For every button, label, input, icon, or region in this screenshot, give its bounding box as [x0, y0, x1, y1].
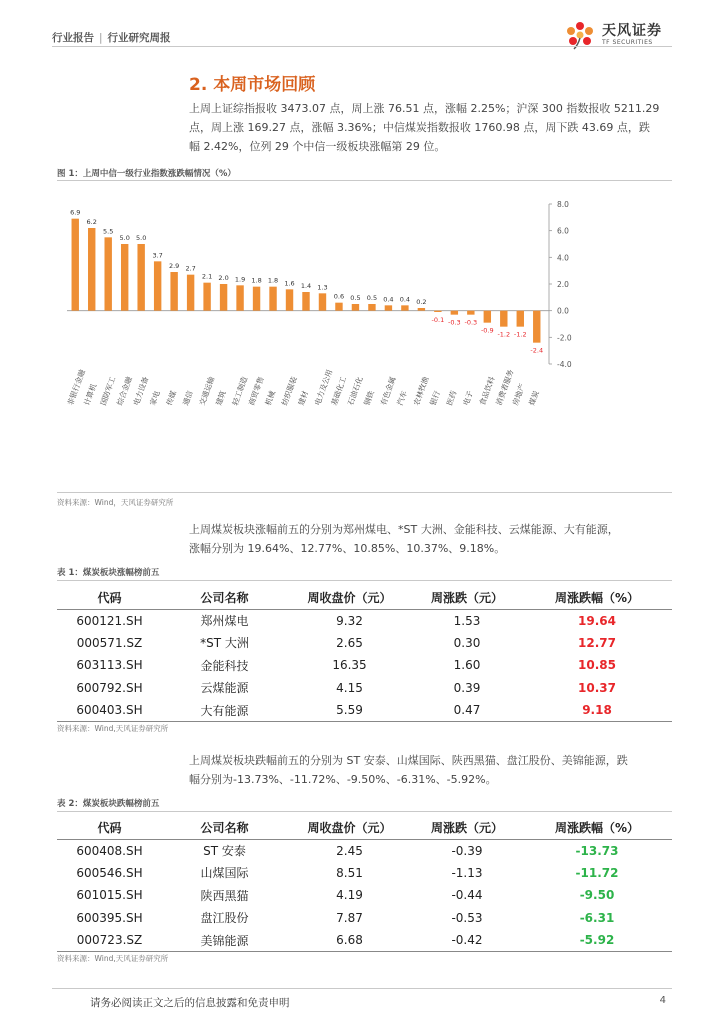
x-tick-label: 综合金融: [115, 375, 134, 407]
cell-code: 600395.SH: [76, 910, 143, 925]
bar: [154, 261, 161, 310]
bar: [137, 244, 144, 311]
x-tick-label: 医药: [444, 389, 459, 407]
cell-code: 000723.SZ: [57, 929, 162, 952]
cell-close-price: 4.19: [336, 888, 363, 903]
cell-close-price: 9.32: [336, 613, 363, 628]
cell-code: 600546.SH: [76, 865, 143, 880]
bar: [121, 244, 128, 311]
cell-change-pct: -9.50: [579, 888, 615, 903]
x-tick-label: 非银行金融: [65, 368, 87, 407]
figure-source-divider: [57, 492, 672, 493]
cell-company: 云煤能源: [200, 681, 249, 696]
x-tick-label: 计算机: [82, 382, 99, 407]
bar: [335, 303, 342, 311]
x-tick-label: 电力及公用: [312, 368, 335, 407]
cell-close-price: 16.35: [332, 658, 367, 673]
bar: [187, 275, 194, 311]
table-row: [57, 699, 672, 722]
bar: [253, 287, 260, 311]
cell-change-pct: 12.77: [578, 635, 616, 650]
y-tick-label: -4.0: [557, 360, 572, 369]
cell-change: -0.39: [451, 843, 483, 858]
data-label: 0.5: [366, 294, 378, 302]
data-label: 5.0: [119, 234, 130, 242]
cell-change-pct: 10.85: [578, 658, 616, 673]
data-label: 1.4: [300, 282, 312, 290]
paragraph-line: 上周煤炭板块涨幅前五的分别为郑州煤电、*ST 大洲、金能科技、云煤能源、大有能源，: [189, 523, 619, 536]
paragraph-line: 涨幅分别为 19.64%、12.77%、10.85%、10.37%、9.18%。: [189, 542, 506, 555]
x-tick-label: 交通运输: [197, 375, 217, 407]
x-tick-label: 银行: [428, 389, 442, 407]
cell-code: 603113.SH: [76, 658, 143, 673]
y-tick-label: -2.0: [557, 333, 572, 343]
x-tick-label: 农林牧渔: [411, 375, 431, 407]
header-divider: [52, 46, 672, 47]
data-label: 1.8: [267, 276, 279, 285]
bar: [451, 311, 458, 315]
paragraph-line: 上周上证综指报收 3473.07 点，周上涨 76.51 点，涨幅 2.25%；沪深 300 指数报收 5211.29: [189, 102, 660, 115]
data-label: -0.1: [431, 316, 445, 324]
bar: [368, 304, 375, 311]
x-tick-label: 纺织服装: [279, 375, 299, 407]
table-row: [57, 884, 672, 907]
table2-caption: 表 2：煤炭板块跌幅榜前五: [57, 799, 160, 809]
cell-company: 山煤国际: [200, 866, 249, 881]
cell-change: 0.47: [412, 699, 522, 722]
section-title: 2. 本周市场回顾: [189, 75, 316, 95]
data-label: -2.4: [530, 346, 544, 355]
bar: [500, 311, 507, 327]
bar: [467, 311, 474, 315]
y-tick-label: 0.0: [557, 306, 569, 316]
cell-close-price: 7.87: [336, 910, 363, 925]
x-tick-label: 建筑: [214, 389, 228, 407]
cell-change: -0.44: [451, 888, 483, 903]
bar: [352, 304, 359, 311]
y-tick-label: 2.0: [557, 280, 569, 289]
page-number: 4: [659, 995, 666, 1006]
column-header-company: 公司名称: [162, 586, 287, 609]
table-row: [57, 654, 672, 677]
bar: [104, 237, 111, 310]
bar: [484, 311, 491, 323]
breadcrumb-report-type: 行业报告: [52, 32, 94, 44]
bar: [517, 311, 524, 327]
column-header-code: 代码: [57, 816, 162, 839]
x-tick-label: 煤炭: [527, 389, 541, 407]
column-header-change: 周涨跌（元）: [412, 586, 522, 609]
data-label: 0.5: [350, 294, 361, 302]
data-label: 1.3: [317, 283, 328, 292]
x-tick-label: 家电: [148, 389, 162, 407]
footer-disclaimer: 请务必阅读正文之后的信息披露和免责申明: [90, 997, 290, 1009]
column-header-code: 代码: [57, 586, 162, 609]
x-tick-label: 建材: [296, 389, 311, 407]
footer-divider: [52, 988, 672, 989]
table-row: [57, 677, 672, 700]
figure-source: 资料来源：Wind，天风证券研究所: [57, 498, 174, 507]
bar: [302, 292, 309, 311]
table-row: [57, 632, 672, 655]
breadcrumb-separator: |: [99, 32, 103, 44]
data-label: -0.3: [464, 318, 478, 327]
cell-change: -0.42: [412, 929, 522, 952]
column-header-close-price: 周收盘价（元）: [287, 816, 412, 839]
top-gainers-table: [57, 586, 672, 722]
cell-change-pct: 10.37: [578, 680, 616, 695]
market-review-paragraph: [189, 99, 669, 156]
y-tick-label: 8.0: [557, 200, 569, 209]
cell-company: 大有能源: [162, 699, 287, 722]
x-tick-label: 汽车: [395, 389, 409, 407]
paragraph-line: 幅 2.42%，位列 29 个中信一级板块涨幅第 29 位。: [189, 140, 446, 153]
table2-caption-divider: [57, 811, 672, 812]
table-header-row: [57, 816, 672, 839]
column-header-close-price: 周收盘价（元）: [287, 586, 412, 609]
cell-close-price: 4.15: [336, 680, 363, 695]
data-label: 1.8: [251, 276, 262, 285]
cell-close-price: 2.45: [336, 843, 363, 858]
cell-code: 600121.SH: [76, 613, 143, 628]
cell-change: 0.39: [453, 680, 481, 695]
data-label: 2.9: [168, 262, 180, 270]
x-tick-label: 消费者服务: [494, 368, 516, 407]
top-losers-paragraph: [189, 751, 669, 789]
paragraph-line: 上周煤炭板块跌幅前五的分别为 ST 安泰、山煤国际、陕西黑猫、盘江股份、美锦能源，跌: [189, 754, 628, 767]
bar: [418, 308, 425, 311]
x-tick-label: 房地产: [510, 382, 527, 407]
cell-company: 美锦能源: [162, 929, 287, 952]
cell-change-pct: -5.92: [522, 929, 672, 952]
data-label: 2.0: [218, 274, 229, 282]
data-label: 0.6: [333, 292, 345, 301]
cell-company: 盘江股份: [200, 911, 249, 926]
table-row: [57, 609, 672, 632]
cell-company: 陕西黑猫: [200, 888, 249, 903]
cell-change: 1.60: [453, 658, 481, 673]
table-row: [57, 839, 672, 862]
x-tick-label: 电子: [461, 389, 475, 407]
cell-change: -1.13: [451, 865, 483, 880]
cell-close-price: 2.65: [336, 635, 363, 650]
cell-company: 郑州煤电: [200, 614, 249, 628]
cell-code: 600403.SH: [57, 699, 162, 722]
cell-company: 金能科技: [200, 658, 249, 673]
table1-caption: 表 1：煤炭板块涨幅榜前五: [57, 568, 160, 578]
table-header-row: [57, 586, 672, 609]
bar: [533, 311, 540, 343]
column-header-change-pct: 周涨跌幅（%）: [522, 816, 672, 839]
bar: [319, 293, 326, 310]
x-tick-label: 商贸零售: [246, 375, 266, 407]
x-tick-label: 食品饮料: [477, 375, 497, 407]
paragraph-line: 幅分别为-13.73%、-11.72%、-9.50%、-6.31%、-5.92%。: [189, 773, 497, 786]
x-tick-label: 轻工制造: [230, 375, 250, 407]
data-label: 3.7: [152, 251, 163, 260]
bar: [220, 284, 227, 311]
table1-source: 资料来源：Wind,天风证券研究所: [57, 724, 169, 733]
bar: [401, 305, 408, 310]
cell-change: 1.53: [453, 613, 481, 628]
data-label: 5.0: [136, 234, 147, 242]
column-header-change: 周涨跌（元）: [412, 816, 522, 839]
industry-returns-bar-chart: [57, 182, 672, 490]
x-tick-label: 机械: [263, 389, 278, 407]
y-tick-label: 6.0: [557, 226, 569, 236]
bar: [203, 283, 210, 311]
breadcrumb-report-category: 行业研究周报: [107, 32, 171, 44]
cell-change: 0.30: [453, 635, 481, 650]
cell-company: *ST 大洲: [200, 636, 249, 651]
data-label: 6.2: [86, 218, 97, 226]
data-label: 0.4: [399, 295, 411, 304]
cell-change-pct: 9.18: [522, 699, 672, 722]
bar-chart-svg: [57, 182, 672, 490]
cell-code: 000571.SZ: [76, 635, 143, 650]
cell-company: ST 安泰: [203, 844, 246, 858]
cell-change-pct: -11.72: [575, 865, 619, 880]
data-label: -1.2: [497, 330, 511, 339]
data-label: 2.7: [185, 264, 196, 273]
x-tick-label: 通信: [181, 389, 195, 407]
x-tick-label: 基础化工: [329, 375, 349, 407]
table1-caption-divider: [57, 580, 672, 581]
cell-close-price: 6.68: [287, 929, 412, 952]
data-label: 6.9: [70, 208, 81, 217]
paragraph-line: 点，周上涨 169.27 点，涨幅 3.36%；中信煤炭指数报收 1760.98 点，周下跌 43.69 点，跌: [189, 121, 650, 134]
table-row: [57, 929, 672, 952]
bar: [72, 219, 79, 311]
y-tick-label: 4.0: [557, 253, 569, 263]
table-row: [57, 907, 672, 930]
bar: [170, 272, 177, 311]
bar: [286, 289, 293, 310]
bar: [434, 311, 441, 312]
cell-change: -0.53: [451, 910, 483, 925]
data-label: 1.6: [284, 279, 295, 288]
breadcrumb: [52, 30, 171, 45]
figure-caption-divider: [57, 180, 672, 181]
cell-change-pct: -6.31: [579, 910, 615, 925]
cell-close-price: 8.51: [336, 865, 363, 880]
data-label: 2.1: [201, 272, 213, 281]
logo-name: 天风证券: [602, 23, 662, 39]
cell-code: 601015.SH: [76, 888, 143, 903]
x-tick-label: 电力设备: [131, 375, 151, 407]
x-tick-label: 有色金属: [378, 375, 398, 407]
cell-code: 600792.SH: [76, 680, 143, 695]
top-gainers-paragraph: [189, 520, 669, 558]
bar: [236, 285, 243, 310]
bar: [88, 228, 95, 311]
data-label: 1.9: [234, 275, 246, 284]
logo-subtitle: TF SECURITIES: [602, 39, 653, 46]
table-row: [57, 862, 672, 885]
cell-code: 600408.SH: [76, 843, 143, 858]
data-label: 5.5: [103, 227, 114, 236]
table2-source: 资料来源：Wind,天风证券研究所: [57, 954, 169, 963]
data-label: 0.4: [383, 295, 394, 304]
column-header-change-pct: 周涨跌幅（%）: [522, 586, 672, 609]
x-tick-label: 国防军工: [98, 375, 118, 407]
cell-change-pct: -13.73: [575, 843, 619, 858]
data-label: -0.9: [480, 326, 494, 335]
x-tick-label: 钢铁: [362, 389, 376, 407]
data-label: -0.3: [448, 318, 461, 327]
bar: [385, 305, 392, 310]
top-losers-table: [57, 816, 672, 952]
column-header-company: 公司名称: [162, 816, 287, 839]
cell-close-price: 5.59: [287, 699, 412, 722]
figure-caption: 图 1：上周中信一级行业指数涨跌幅情况（%）: [57, 169, 236, 179]
data-label: 0.2: [416, 298, 427, 306]
cell-change-pct: 19.64: [578, 613, 616, 628]
x-tick-label: 传媒: [164, 389, 179, 407]
x-tick-label: 石油石化: [345, 375, 365, 407]
bar: [269, 287, 276, 311]
data-label: -1.2: [513, 330, 527, 339]
